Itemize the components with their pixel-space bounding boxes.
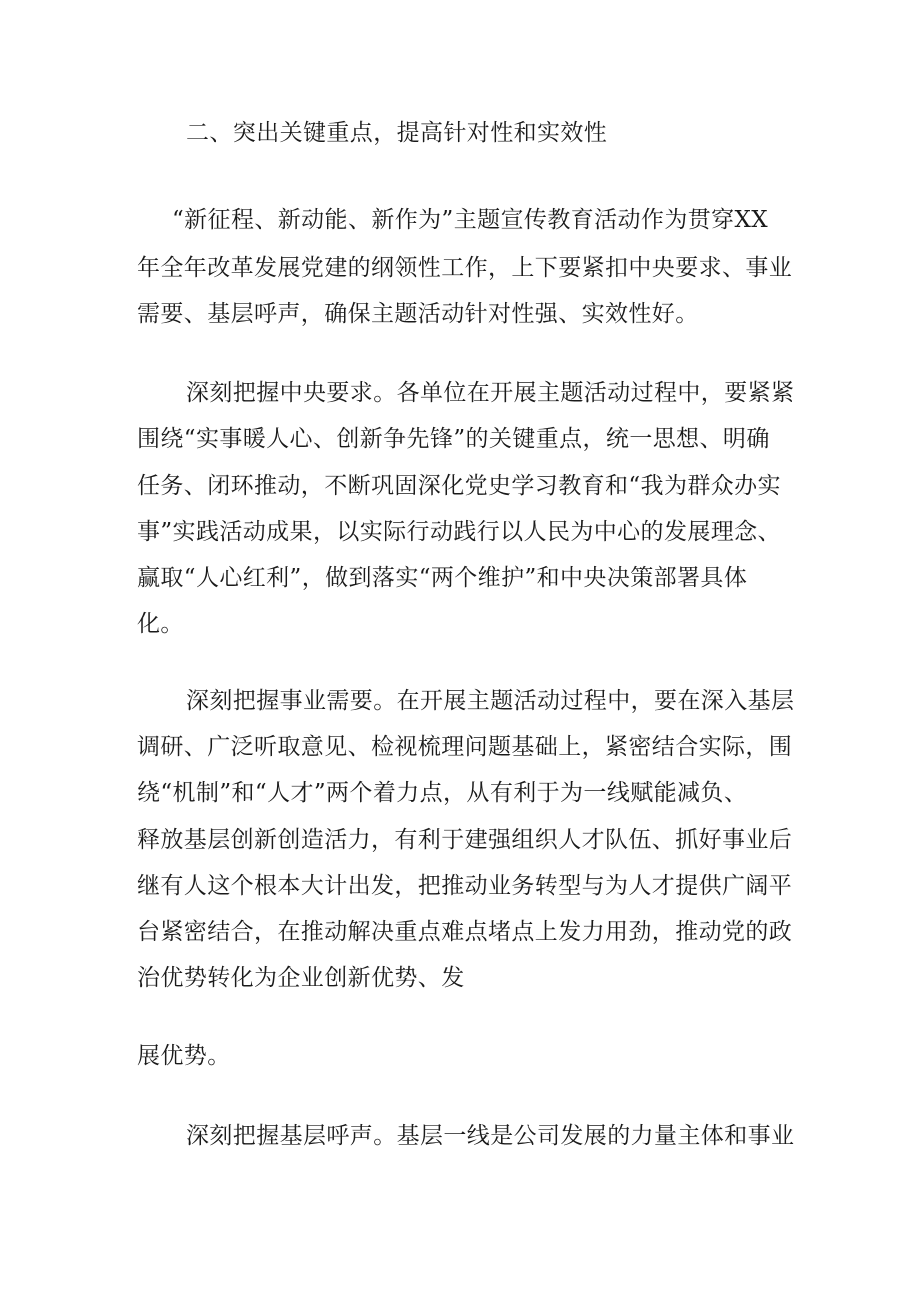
paragraph-line: 释放基层创新创造活力，有利于建强组织人才队伍、抓好事业后 (137, 827, 793, 853)
section-heading: 二、突出关键重点，提高针对性和实效性 (186, 120, 608, 146)
paragraph-line: 深刻把握事业需要。在开展主题活动过程中，要在深入基层 (186, 688, 795, 714)
paragraph-line: 调研、广泛听取意见、检视梳理问题基础上，紧密结合实际，围 (137, 734, 793, 760)
paragraph-line: 任务、闭环推动，不断巩固深化党史学习教育和“我为群众办实 (137, 473, 781, 499)
paragraph-line: 年全年改革发展党建的纲领性工作，上下要紧扣中央要求、事业 (137, 255, 793, 281)
paragraph-line: 深刻把握中央要求。各单位在开展主题活动过程中，要紧紧 (186, 380, 795, 406)
paragraph-line: 深刻把握基层呼声。基层一线是公司发展的力量主体和事业 (186, 1123, 795, 1149)
paragraph-line: 事”实践活动成果，以实际行动践行以人民为中心的发展理念、 (137, 519, 781, 545)
paragraph-line: 化。 (137, 611, 184, 637)
paragraph-line: 绕“机制”和“人才”两个着力点，从有利于为一线赋能减负、 (137, 780, 748, 806)
paragraph-line: 台紧密结合，在推动解决重点难点堵点上发力用劲，推动党的政 (137, 919, 793, 945)
paragraph-line-tail: 展优势。 (137, 1043, 231, 1069)
paragraph-line: “新征程、新动能、新作为”主题宣传教育活动作为贯穿XX (172, 207, 769, 233)
paragraph-line: 继有人这个根本大计出发，把推动业务转型与为人才提供广阔平 (137, 873, 793, 899)
paragraph-line: 赢取“人心红利”，做到落实“两个维护”和中央决策部署具体 (137, 565, 748, 591)
paragraph-line: 需要、基层呼声，确保主题活动针对性强、实效性好。 (137, 301, 699, 327)
paragraph-line: 围绕“实事暖人心、创新争先锋”的关键重点，统一思想、明确 (137, 426, 770, 452)
paragraph-line: 治优势转化为企业创新优势、发 (137, 965, 465, 991)
